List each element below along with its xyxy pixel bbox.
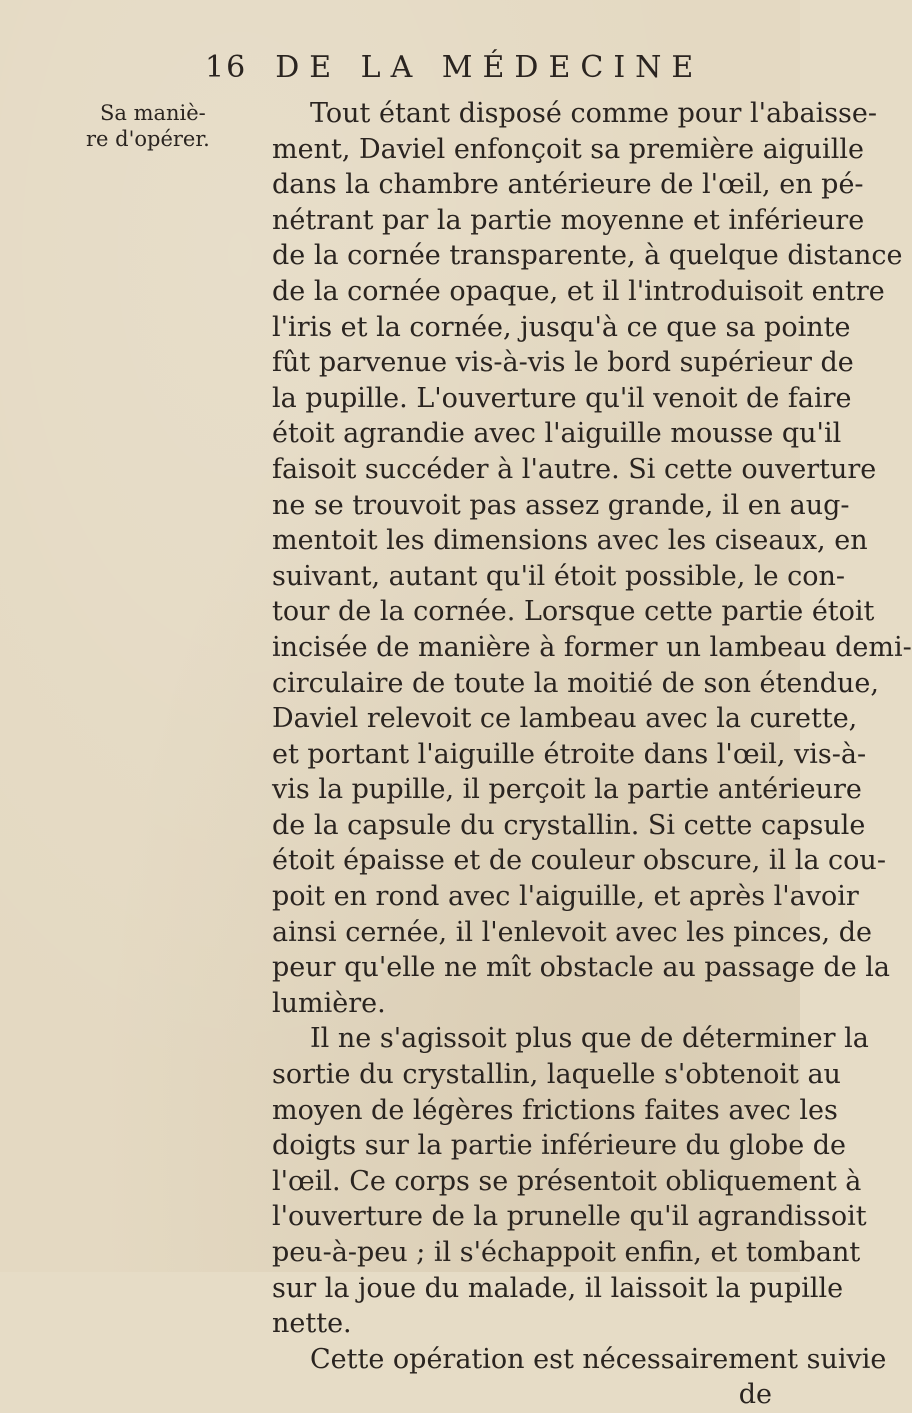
text-line: sur la joue du malade, il laissoit la pupille — [272, 1272, 844, 1304]
text-line: et portant l'aiguille étroite dans l'œil, vis-à- — [272, 738, 867, 770]
text-line: étoit agrandie avec l'aiguille mousse qu'il — [272, 418, 842, 450]
margin-note — [86, 100, 216, 152]
running-title: DE LA MÉDECINE — [275, 50, 704, 85]
text-line: la pupille. L'ouverture qu'il venoit de faire — [272, 382, 852, 414]
text-line: Daviel relevoit ce lambeau avec la curette, — [272, 703, 858, 735]
text-line: de la cornée opaque, et il l'introduisoit entre — [272, 275, 885, 307]
text-line: nette. — [272, 1308, 352, 1340]
text-line: circulaire de toute la moitié de son étendue, — [272, 667, 879, 699]
text-line: ment, Daviel enfonçoit sa première aiguille — [272, 133, 864, 165]
text-line: tour de la cornée. Lorsque cette partie étoit — [272, 596, 875, 628]
text-line: vis la pupille, il perçoit la partie antérieure — [272, 774, 862, 806]
text-line: faisoit succéder à l'autre. Si cette ouverture — [272, 453, 877, 485]
text-line: Tout étant disposé comme pour l'abaisse- — [310, 98, 878, 129]
page-number: 16 — [205, 50, 248, 85]
text-line: de la capsule du crystallin. Si cette capsule — [272, 809, 866, 841]
text-line: Cette opération est nécessairement suivie — [310, 1343, 887, 1375]
text-line: Il ne s'agissoit plus que de déterminer la — [310, 1023, 869, 1055]
text-line: moyen de légères frictions faites avec les — [272, 1094, 838, 1126]
text-line: nétrant par la partie moyenne et inférieure — [272, 204, 865, 236]
text-line: ne se trouvoit pas assez grande, il en aug- — [272, 489, 850, 521]
running-head — [205, 50, 703, 85]
text-line: suivant, autant qu'il étoit possible, le con- — [272, 560, 846, 592]
text-line: mentoit les dimensions avec les ciseaux, en — [272, 525, 868, 557]
body-text — [272, 96, 912, 1413]
text-line: de la cornée transparente, à quelque distance — [272, 240, 903, 272]
text-line: ainsi cernée, il l'enlevoit avec les pinces, de — [272, 916, 872, 948]
text-line: peu-à-peu ; il s'échappoit enfin, et tombant — [272, 1237, 861, 1268]
margin-note-line-2: re d'opérer. — [86, 127, 210, 151]
margin-note-line-1: Sa maniè- — [100, 101, 206, 125]
text-line: l'iris et la cornée, jusqu'à ce que sa pointe — [272, 311, 851, 343]
text-line: doigts sur la partie inférieure du globe de — [272, 1130, 847, 1162]
text-line: poit en rond avec l'aiguille, et après l'avoir — [272, 881, 859, 913]
text-line: peur qu'elle ne mît obstacle au passage de la — [272, 952, 891, 984]
catchword: de — [738, 1379, 772, 1411]
text-line: fût parvenue vis-à-vis le bord supérieur de — [272, 347, 854, 379]
text-line: étoit épaisse et de couleur obscure, il la cou- — [272, 845, 886, 877]
text-line: dans la chambre antérieure de l'œil, en pé- — [272, 169, 864, 201]
text-line: incisée de manière à former un lambeau demi- — [272, 631, 912, 663]
text-line: l'œil. Ce corps se présentoit obliquement à — [272, 1165, 862, 1197]
text-line: lumière. — [272, 987, 386, 1019]
text-line: l'ouverture de la prunelle qu'il agrandissoit — [272, 1201, 867, 1233]
text-line: sortie du crystallin, laquelle s'obtenoit au — [272, 1059, 841, 1091]
